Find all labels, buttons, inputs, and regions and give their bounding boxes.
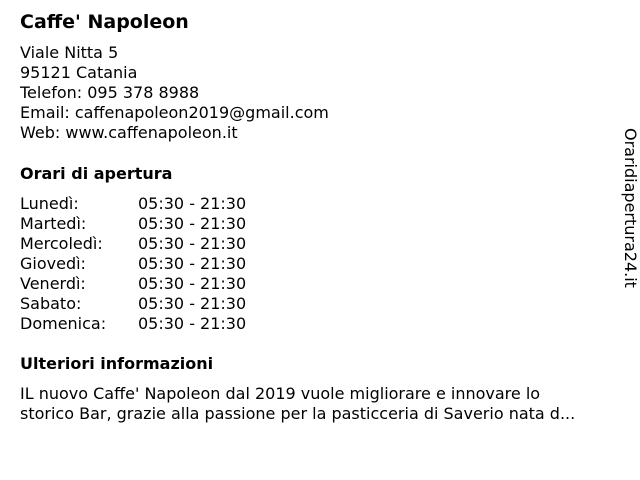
day-label: Sabato: [20,294,82,313]
day-label: Domenica: [20,314,107,333]
business-name: Caffe' Napoleon [20,11,189,33]
hours-row-tuesday [20,214,320,234]
website-address: Web: www.caffenapoleon.it [20,123,238,142]
hours-row-wednesday [20,234,320,254]
description-line: IL nuovo Caffe' Napoleon dal 2019 vuole migliorare e innovare lo [20,384,541,403]
email-address: Email: caffenapoleon2019@gmail.com [20,103,329,122]
hours-row-monday [20,194,320,214]
hours-row-thursday [20,254,320,274]
additional-info-heading: Ulteriori informazioni [20,354,214,373]
hours-row-friday [20,274,320,294]
time-range: 05:30 - 21:30 [138,194,247,213]
contact-block [20,43,580,143]
day-label: Martedì: [20,214,87,233]
business-description [20,384,624,424]
hours-row-sunday [20,314,320,334]
site-brand-vertical [622,128,640,313]
description-line: storico Bar, grazie alla passione per la pasticceria di Saverio nata d... [20,404,576,423]
day-label: Giovedì: [20,254,86,273]
opening-hours-heading: Orari di apertura [20,164,173,183]
hours-row-saturday [20,294,320,314]
street-address: Viale Nitta 5 [20,43,119,62]
time-range: 05:30 - 21:30 [138,234,247,253]
city-postal-code: 95121 Catania [20,63,138,82]
day-label: Lunedì: [20,194,79,213]
phone-number: Telefon: 095 378 8988 [20,83,200,102]
day-label: Mercoledì: [20,234,103,253]
time-range: 05:30 - 21:30 [138,314,247,333]
time-range: 05:30 - 21:30 [138,254,247,273]
time-range: 05:30 - 21:30 [138,294,247,313]
time-range: 05:30 - 21:30 [138,214,247,233]
time-range: 05:30 - 21:30 [138,274,247,293]
day-label: Venerdì: [20,274,86,293]
site-brand-text: Oraridiapertura24.it [621,128,640,288]
opening-hours-table [20,194,320,334]
